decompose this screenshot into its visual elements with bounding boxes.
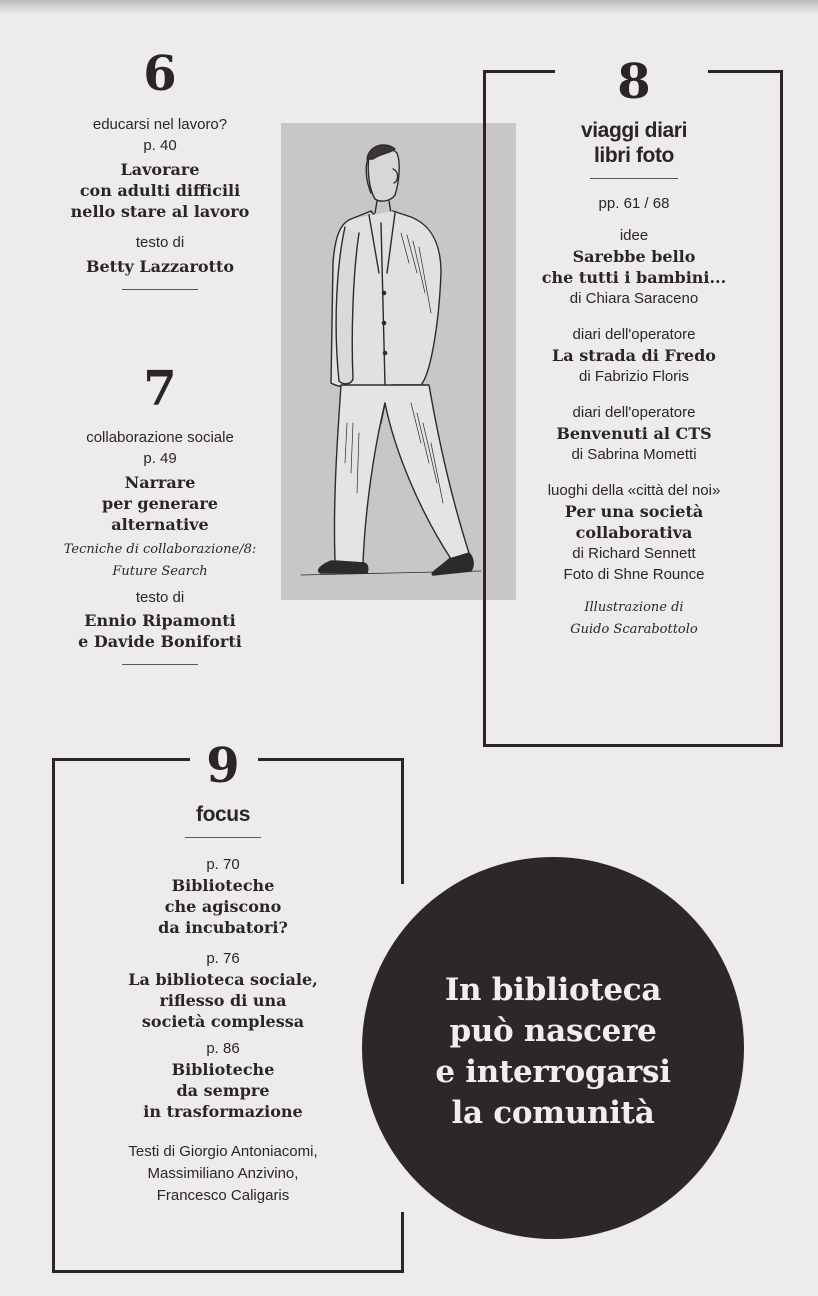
title-line: Biblioteche [171,1060,275,1079]
author-name: Betty Lazzarotto [85,257,235,276]
article-title [75,875,371,938]
frame-line [52,758,55,1273]
byline-label: testo di [135,234,185,251]
page-ref: p. 49 [143,450,177,467]
quote-circle [362,857,744,1239]
category-label: luoghi della «città del noi» [547,482,721,499]
page-ref: p. 76 [206,950,240,967]
title-line: con adulti difficili [79,181,241,200]
author-line: Massimiliano Anzivino, [147,1165,299,1182]
quote-line: la comunità [451,1095,655,1131]
authors [75,1141,371,1207]
divider [185,837,261,838]
byline: di Richard Sennett [572,545,696,562]
byline: di Sabrina Mometti [571,446,697,463]
frame-line [401,758,404,884]
author-line: Testi di Giorgio Antoniacomi, [128,1143,318,1160]
category-label: diari dell'operatore [572,326,696,343]
list-item [496,402,772,465]
list-item [496,480,772,585]
title-line: società complessa [141,1012,305,1031]
quote-text [435,970,670,1134]
title-line: alternative [111,515,209,534]
author-line: e Davide Boniforti [78,632,242,651]
title-line: Benvenuti al CTS [556,424,712,443]
page-edge-shadow [0,0,818,14]
illustration-walking-man [281,123,516,600]
title-line: Sarebbe bello [572,247,696,266]
list-item [75,1038,371,1122]
section-6 [60,46,260,290]
section-title: focus [195,803,250,826]
divider [122,289,198,290]
subtitle-line: Tecniche di collaborazione/8: [63,542,257,557]
list-item [75,948,371,1032]
title-line: che tutti i bambini... [541,268,727,287]
title-line: che agiscono [164,897,282,916]
category-label: diari dell'operatore [572,404,696,421]
title-line: da incubatori? [158,918,288,937]
page-range: pp. 61 / 68 [598,195,670,212]
title-line: in trasformazione [143,1102,303,1121]
page-ref: p. 70 [206,856,240,873]
quote-line: e interrogarsi [435,1054,671,1090]
author-names [55,610,265,652]
section-title-line: libri foto [594,144,674,167]
article-title [496,501,772,543]
category-label: collaborazione sociale [86,429,234,446]
title-line: nello stare al lavoro [70,202,250,221]
page-ref: p. 86 [206,1040,240,1057]
category-label: educarsi nel lavoro? [92,116,228,133]
list-item [496,225,772,309]
author-line: Francesco Caligaris [156,1187,290,1204]
title-line: Lavorare [120,160,200,179]
illustration-credit [496,597,772,641]
man-drawing [281,123,516,600]
article-title [496,423,772,444]
article-title [55,472,265,535]
section-number: 6 [143,46,177,102]
title-line: riflesso di una [159,991,287,1010]
section-9 [75,738,371,1207]
title-line: La biblioteca sociale, [128,970,318,989]
article-title [75,1059,371,1122]
byline-label: testo di [135,589,185,606]
byline: di Chiara Saraceno [569,290,699,307]
title-line: da sempre [176,1081,270,1100]
frame-line [401,1212,404,1273]
frame-line [52,1270,404,1273]
frame-line [483,70,486,747]
title-line: Narrare [124,473,196,492]
title-line: per generare [102,494,218,513]
section-number: 8 [617,54,651,110]
title-line: La strada di Fredo [552,346,716,365]
byline: di Fabrizio Floris [578,368,690,385]
article-title [496,345,772,366]
article-title [60,159,260,222]
quote-line: può nascere [449,1013,657,1049]
credit-line: Guido Scarabottolo [570,622,698,637]
section-title-line: viaggi diari [580,119,688,142]
frame-line [483,744,783,747]
article-title [496,246,772,288]
article-title [75,969,371,1032]
title-line: Per una società [564,502,704,521]
article-subtitle [55,539,265,583]
title-line: collaborativa [575,523,693,542]
section-8 [496,54,772,641]
list-item [496,324,772,387]
page-ref: p. 40 [143,137,177,154]
section-number: 7 [143,361,177,417]
photo-credit: Foto di Shne Rounce [563,566,705,583]
section-title [496,118,772,168]
category-label: idee [619,227,649,244]
subtitle-line: Future Search [112,564,208,579]
list-item [75,854,371,938]
divider [122,664,198,665]
author-line: Ennio Ripamonti [84,611,236,630]
quote-line: In biblioteca [444,972,662,1008]
section-7 [55,361,265,665]
divider [590,178,678,179]
frame-line [780,70,783,747]
title-line: Biblioteche [171,876,275,895]
section-number: 9 [206,738,240,794]
credit-line: Illustrazione di [584,600,684,615]
